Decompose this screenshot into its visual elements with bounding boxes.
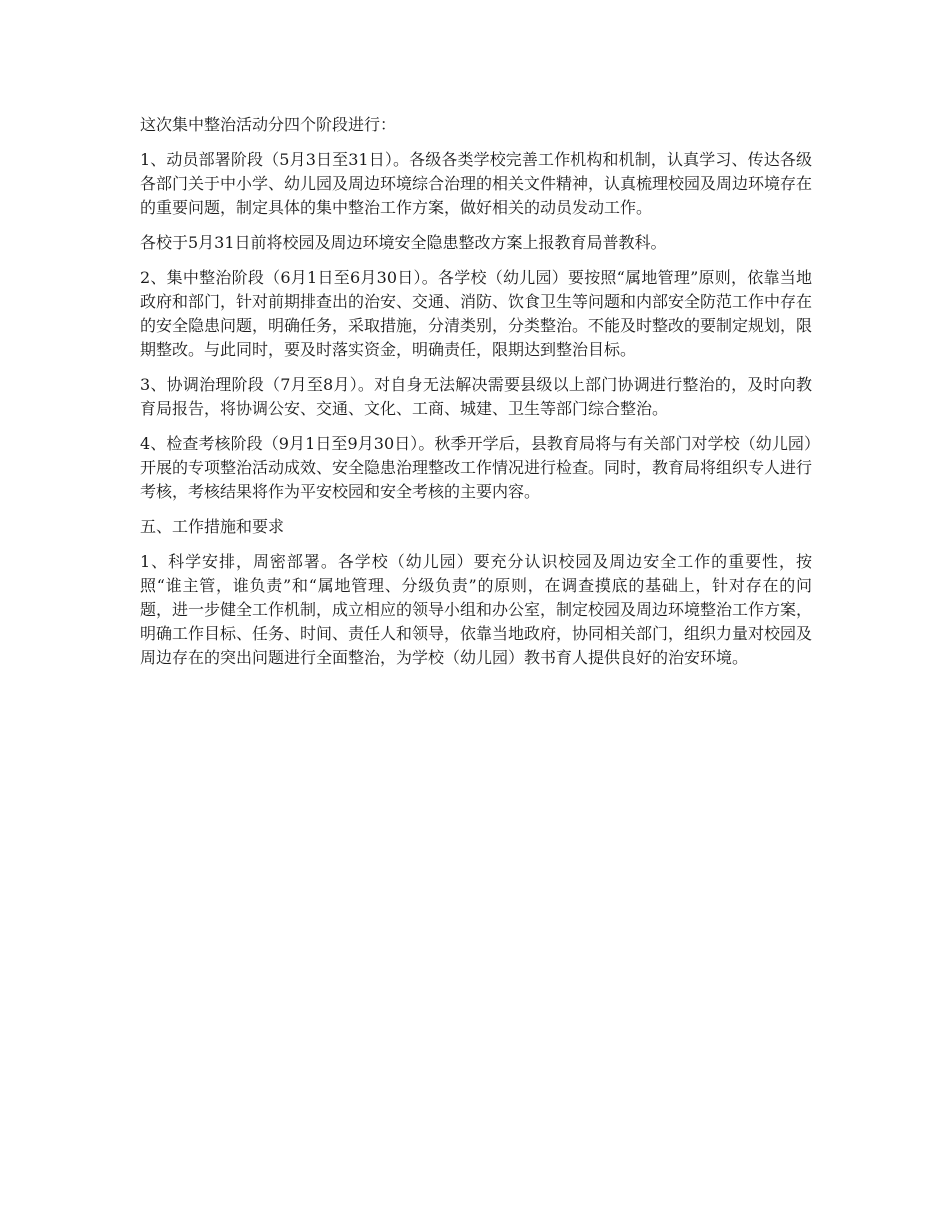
paragraph-stage-1-deadline: 各校于5月31日前将校园及周边环境安全隐患整改方案上报教育局普教科。 (140, 233, 667, 252)
paragraph-intro: 这次集中整治活动分四个阶段进行： (140, 115, 397, 134)
paragraph-stage-3: 3、协调治理阶段（7月至8月）。对自身无法解决需要县级以上部门协调进行整治的，及时向教育局报告，将协调公安、交通、文化、工商、城建、卫生等部门综合整治。 (140, 375, 812, 418)
section-heading-measures: 五、工作措施和要求 (140, 517, 285, 536)
document-body (140, 113, 812, 681)
paragraph-stage-2: 2、集中整治阶段（6月1日至6月30日）。各学校（幼儿园）要按照“属地管理”原则，依靠当地政府和部门，针对前期排查出的治安、交通、消防、饮食卫生等问题和内部安全防范工作中存在的安全隐患问题，明确任务，采取措施，分清类别，分类整治。不能及时整改的要制定规划，限期整改。与此同时，要及时落实资金，明确责任，限期达到整治目标。 (140, 268, 813, 359)
paragraph-stage-4: 4、检查考核阶段（9月1日至9月30日）。秋季开学后，县教育局将与有关部门对学校（幼儿园）开展的专项整治活动成效、安全隐患治理整改工作情况进行检查。同时，教育局将组织专人进行考核，考核结果将作为平安校园和安全考核的主要内容。 (140, 434, 813, 501)
paragraph-stage-1: 1、动员部署阶段（5月3日至31日）。各级各类学校完善工作机构和机制，认真学习、传达各级各部门关于中小学、幼儿园及周边环境综合治理的相关文件精神，认真梳理校园及周边环境存在的重要问题，制定具体的集中整治工作方案，做好相关的动员发动工作。 (140, 150, 813, 217)
paragraph-measure-1: 1、科学安排，周密部署。各学校（幼儿园）要充分认识校园及周边安全工作的重要性，按照“谁主管，谁负责”和“属地管理、分级负责”的原则，在调查摸底的基础上，针对存在的问题，进一步健全工作机制，成立相应的领导小组和办公室，制定校园及周边环境整治工作方案，明确工作目标、任务、时间、责任人和领导，依靠当地政府，协同相关部门，组织力量对校园及周边存在的突出问题进行全面整治，为学校（幼儿园）教书育人提供良好的治安环境。 (140, 552, 813, 667)
